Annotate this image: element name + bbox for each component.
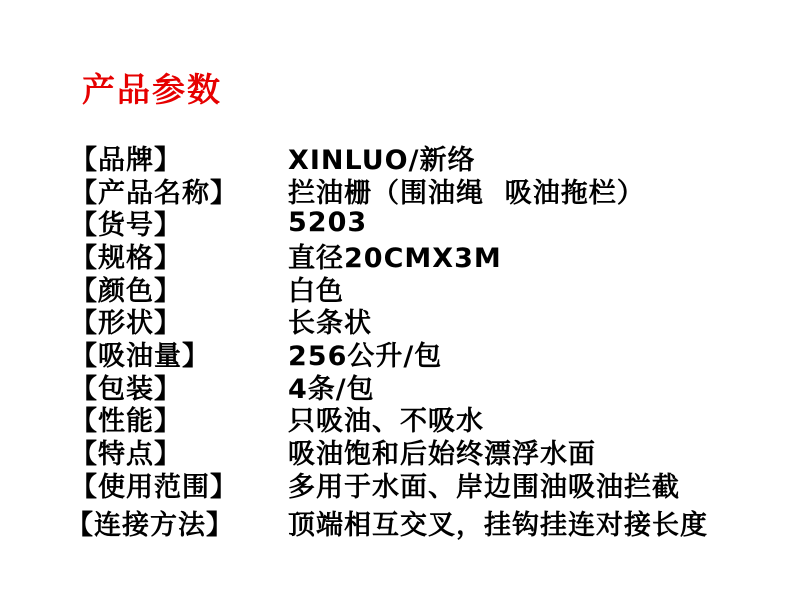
param-label: 【性能】 bbox=[70, 406, 182, 438]
param-row-oil-absorption bbox=[70, 337, 708, 370]
param-row-performance bbox=[70, 403, 708, 436]
param-label: 【特点】 bbox=[70, 439, 182, 471]
param-row-feature bbox=[70, 435, 708, 471]
param-value: 拦油栅（围油绳 吸油拖栏） bbox=[288, 177, 645, 209]
param-value: 256公升/包 bbox=[288, 340, 443, 372]
parameter-list bbox=[66, 141, 708, 542]
page-title: 产品参数 bbox=[82, 70, 222, 109]
param-value: 多用于水面、岸边围油吸油拦截 bbox=[288, 471, 680, 503]
param-label: 【连接方法】 bbox=[66, 510, 234, 542]
param-label: 【品牌】 bbox=[70, 144, 182, 176]
param-row-product-name bbox=[70, 174, 708, 207]
param-row-item-number bbox=[70, 206, 708, 242]
param-label: 【货号】 bbox=[70, 210, 182, 242]
param-value: XINLUO/新络 bbox=[288, 144, 476, 176]
param-label: 【吸油量】 bbox=[70, 340, 210, 372]
param-value: 白色 bbox=[288, 275, 344, 307]
param-label: 【使用范围】 bbox=[70, 471, 238, 503]
param-value: 5203 bbox=[288, 207, 368, 239]
param-value: 吸油饱和后始终漂浮水面 bbox=[288, 439, 596, 471]
param-row-specification bbox=[70, 239, 708, 272]
param-label: 【产品名称】 bbox=[70, 177, 238, 209]
param-label: 【包装】 bbox=[70, 373, 182, 405]
param-value: 只吸油、不吸水 bbox=[288, 406, 484, 438]
param-row-packing bbox=[70, 370, 708, 403]
param-label: 【颜色】 bbox=[70, 275, 182, 307]
param-label: 【形状】 bbox=[70, 308, 182, 340]
param-row-shape bbox=[70, 304, 708, 340]
param-row-usage-range bbox=[70, 468, 708, 501]
param-value: 4条/包 bbox=[288, 373, 375, 405]
param-value: 顶端相互交叉，挂钩挂连对接长度 bbox=[288, 510, 708, 542]
param-row-brand bbox=[70, 141, 708, 174]
param-label: 【规格】 bbox=[70, 242, 182, 274]
param-row-connection-method bbox=[66, 507, 708, 540]
param-value: 直径20CMX3M bbox=[288, 242, 502, 274]
param-value: 长条状 bbox=[288, 308, 372, 340]
param-row-color bbox=[70, 272, 708, 305]
